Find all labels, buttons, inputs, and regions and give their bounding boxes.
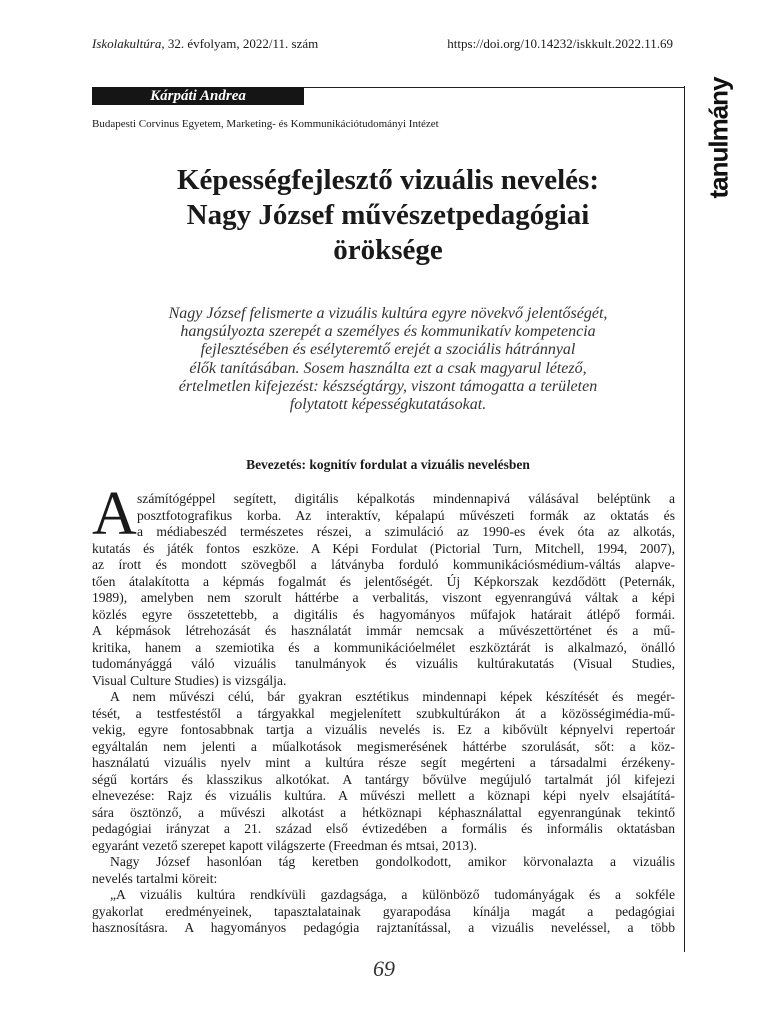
body-line: A képmások létrehozását és használatát immár nemcsak a művészettörténet és a mű- — [92, 623, 675, 638]
body-line: kritika, hanem a szemiotika és a kommunikációelmélet eszköztárát is alkalmazó, önálló — [92, 639, 675, 655]
body-text — [92, 491, 675, 937]
body-line: hasznosításra. A hagyományos pedagógia rajztanítással, a vizuális neveléssel, a több — [92, 920, 675, 935]
drop-cap: A — [92, 480, 137, 548]
body-line: „A vizuális kultúra rendkívüli gazdagsága, a különböző tudományágak és a sokféle — [110, 887, 675, 902]
section-heading: Bevezetés: kognitív fordulat a vizuális nevelésben — [246, 457, 530, 472]
article-title — [92, 163, 684, 268]
body-line: nevelés tartalmi köreit: — [92, 870, 218, 886]
body-line: közlés egyre összetettebb, a digitális és hagyományos műfajok határait átlépő formái. — [92, 606, 675, 622]
author-name: Kárpáti Andrea — [92, 87, 304, 105]
journal-issue: , 32. évfolyam, 2022/11. szám — [161, 36, 319, 51]
side-tab-label: tanulmány — [703, 77, 734, 199]
abstract-line: folytatott képességkutatásokat. — [289, 396, 487, 414]
journal-name: Iskolakultúra — [92, 36, 162, 51]
title-line: Képességfejlesztő vizuális nevelés: — [176, 164, 599, 196]
body-line: tését, a testfestéstől a tárgyakkal megjelenített szubkultúrákon át a közösségimédia-mű- — [92, 705, 675, 721]
abstract-line: fejlesztésében és esélyteremtő erejét a szociális hátránnyal — [200, 341, 576, 359]
body-line: egyáltalán nem jelenti a műalkotások megismerésének háttérbe szorulását, sőt: a köz- — [92, 738, 675, 754]
title-line: Nagy József művészetpedagógiai — [186, 199, 590, 231]
body-line: vekig, egyre fontosabbnak tartja a vizuális nevelés is. Ez a kibővült képnyelvi repertoár — [92, 722, 675, 737]
body-line: ségű kortárs és klasszikus alkotókat. A tantárgy bővülve megújuló tartalmát jól kifejezi — [92, 771, 675, 787]
abstract — [92, 305, 684, 414]
affiliation: Budapesti Corvinus Egyetem, Marketing- és Kommunikációtudományi Intézet — [92, 118, 439, 130]
body-line: gyakorlat eredményeinek, tapasztalatainak gyarapodása kínálja magát a pedagógiai — [92, 903, 675, 919]
journal-citation — [92, 36, 318, 52]
body-line: számítógéppel segített, digitális képalkotás mindennapivá válásával beléptünk a — [137, 491, 675, 506]
body-line: posztfotografikus korba. Az interaktív, képalapú művészeti formák az oktatás és — [137, 507, 675, 523]
page-number: 69 — [373, 956, 395, 981]
doi-link[interactable]: https://doi.org/10.14232/iskkult.2022.11.69 — [447, 36, 673, 51]
body-line: egyaránt vezető szerepet kapott világszerte (Freedman és mtsai, 2013). — [92, 837, 477, 853]
body-line: Nagy József hasonlóan tág keretben gondolkodott, amikor körvonalazta a vizuális — [110, 854, 675, 869]
body-line: kutatás és játék fontos eszköze. A Képi Fordulat (Pictorial Turn, Mitchell, 1994, 2007), — [92, 540, 675, 556]
body-line: használatú vizuális nyelv mint a kultúra része segít megérteni a társadalmi érzékeny- — [92, 755, 675, 770]
title-line: öröksége — [333, 234, 443, 266]
section-side-tab — [703, 77, 734, 199]
body-line: pedagógiai irányzat a 21. század első évtizedében a formális és informális oktatásban — [92, 821, 675, 836]
body-line: A nem művészi célú, bár gyakran esztétikus mindennapi képek készítését és megér- — [110, 689, 675, 704]
abstract-line: Nagy József felismerte a vizuális kultúra egyre növekvő jelentőségét, — [168, 305, 608, 322]
body-line: tően átalakította a képmás fogalmát és jelentőségét. Új Képkorszak kezdődött (Peternák, — [92, 573, 675, 589]
body-line: elnevezése: Rajz és vizuális kultúra. A művészi mellett a köznapi képi nyelv elsajátítá- — [92, 788, 675, 803]
abstract-line: hangsúlyozta szerepét a személyes és kommunikatív kompetencia — [180, 323, 596, 341]
body-line: sára ösztönző, a művészi alkotást a hétköznapi képhasználattal egyenrangúnak tekintő — [92, 804, 675, 820]
body-line: 1989), amelyben nem szorult háttérbe a verbalitás, viszont egyenrangúvá váltak a képi — [92, 590, 675, 605]
body-line: az írott és mondott szövegből a látványba forduló kommunikációsmédium-váltás alapve- — [92, 557, 675, 572]
abstract-line: értelmetlen kifejezést: készségtárgy, viszont támogatta a területen — [178, 377, 598, 395]
margin-rule — [684, 86, 685, 952]
body-line: a médiabeszéd természetes részei, a szimuláció az 1990-es évek óta az alkotás, — [137, 524, 675, 539]
abstract-line: élők tanításában. Sosem használta ezt a csak magyarul létező, — [189, 359, 587, 377]
body-line: tudományággá váló vizuális tanulmányok és vizuális kultúrakutatás (Visual Studies, — [92, 656, 675, 671]
body-line: Visual Culture Studies) is vizsgálja. — [92, 672, 287, 688]
